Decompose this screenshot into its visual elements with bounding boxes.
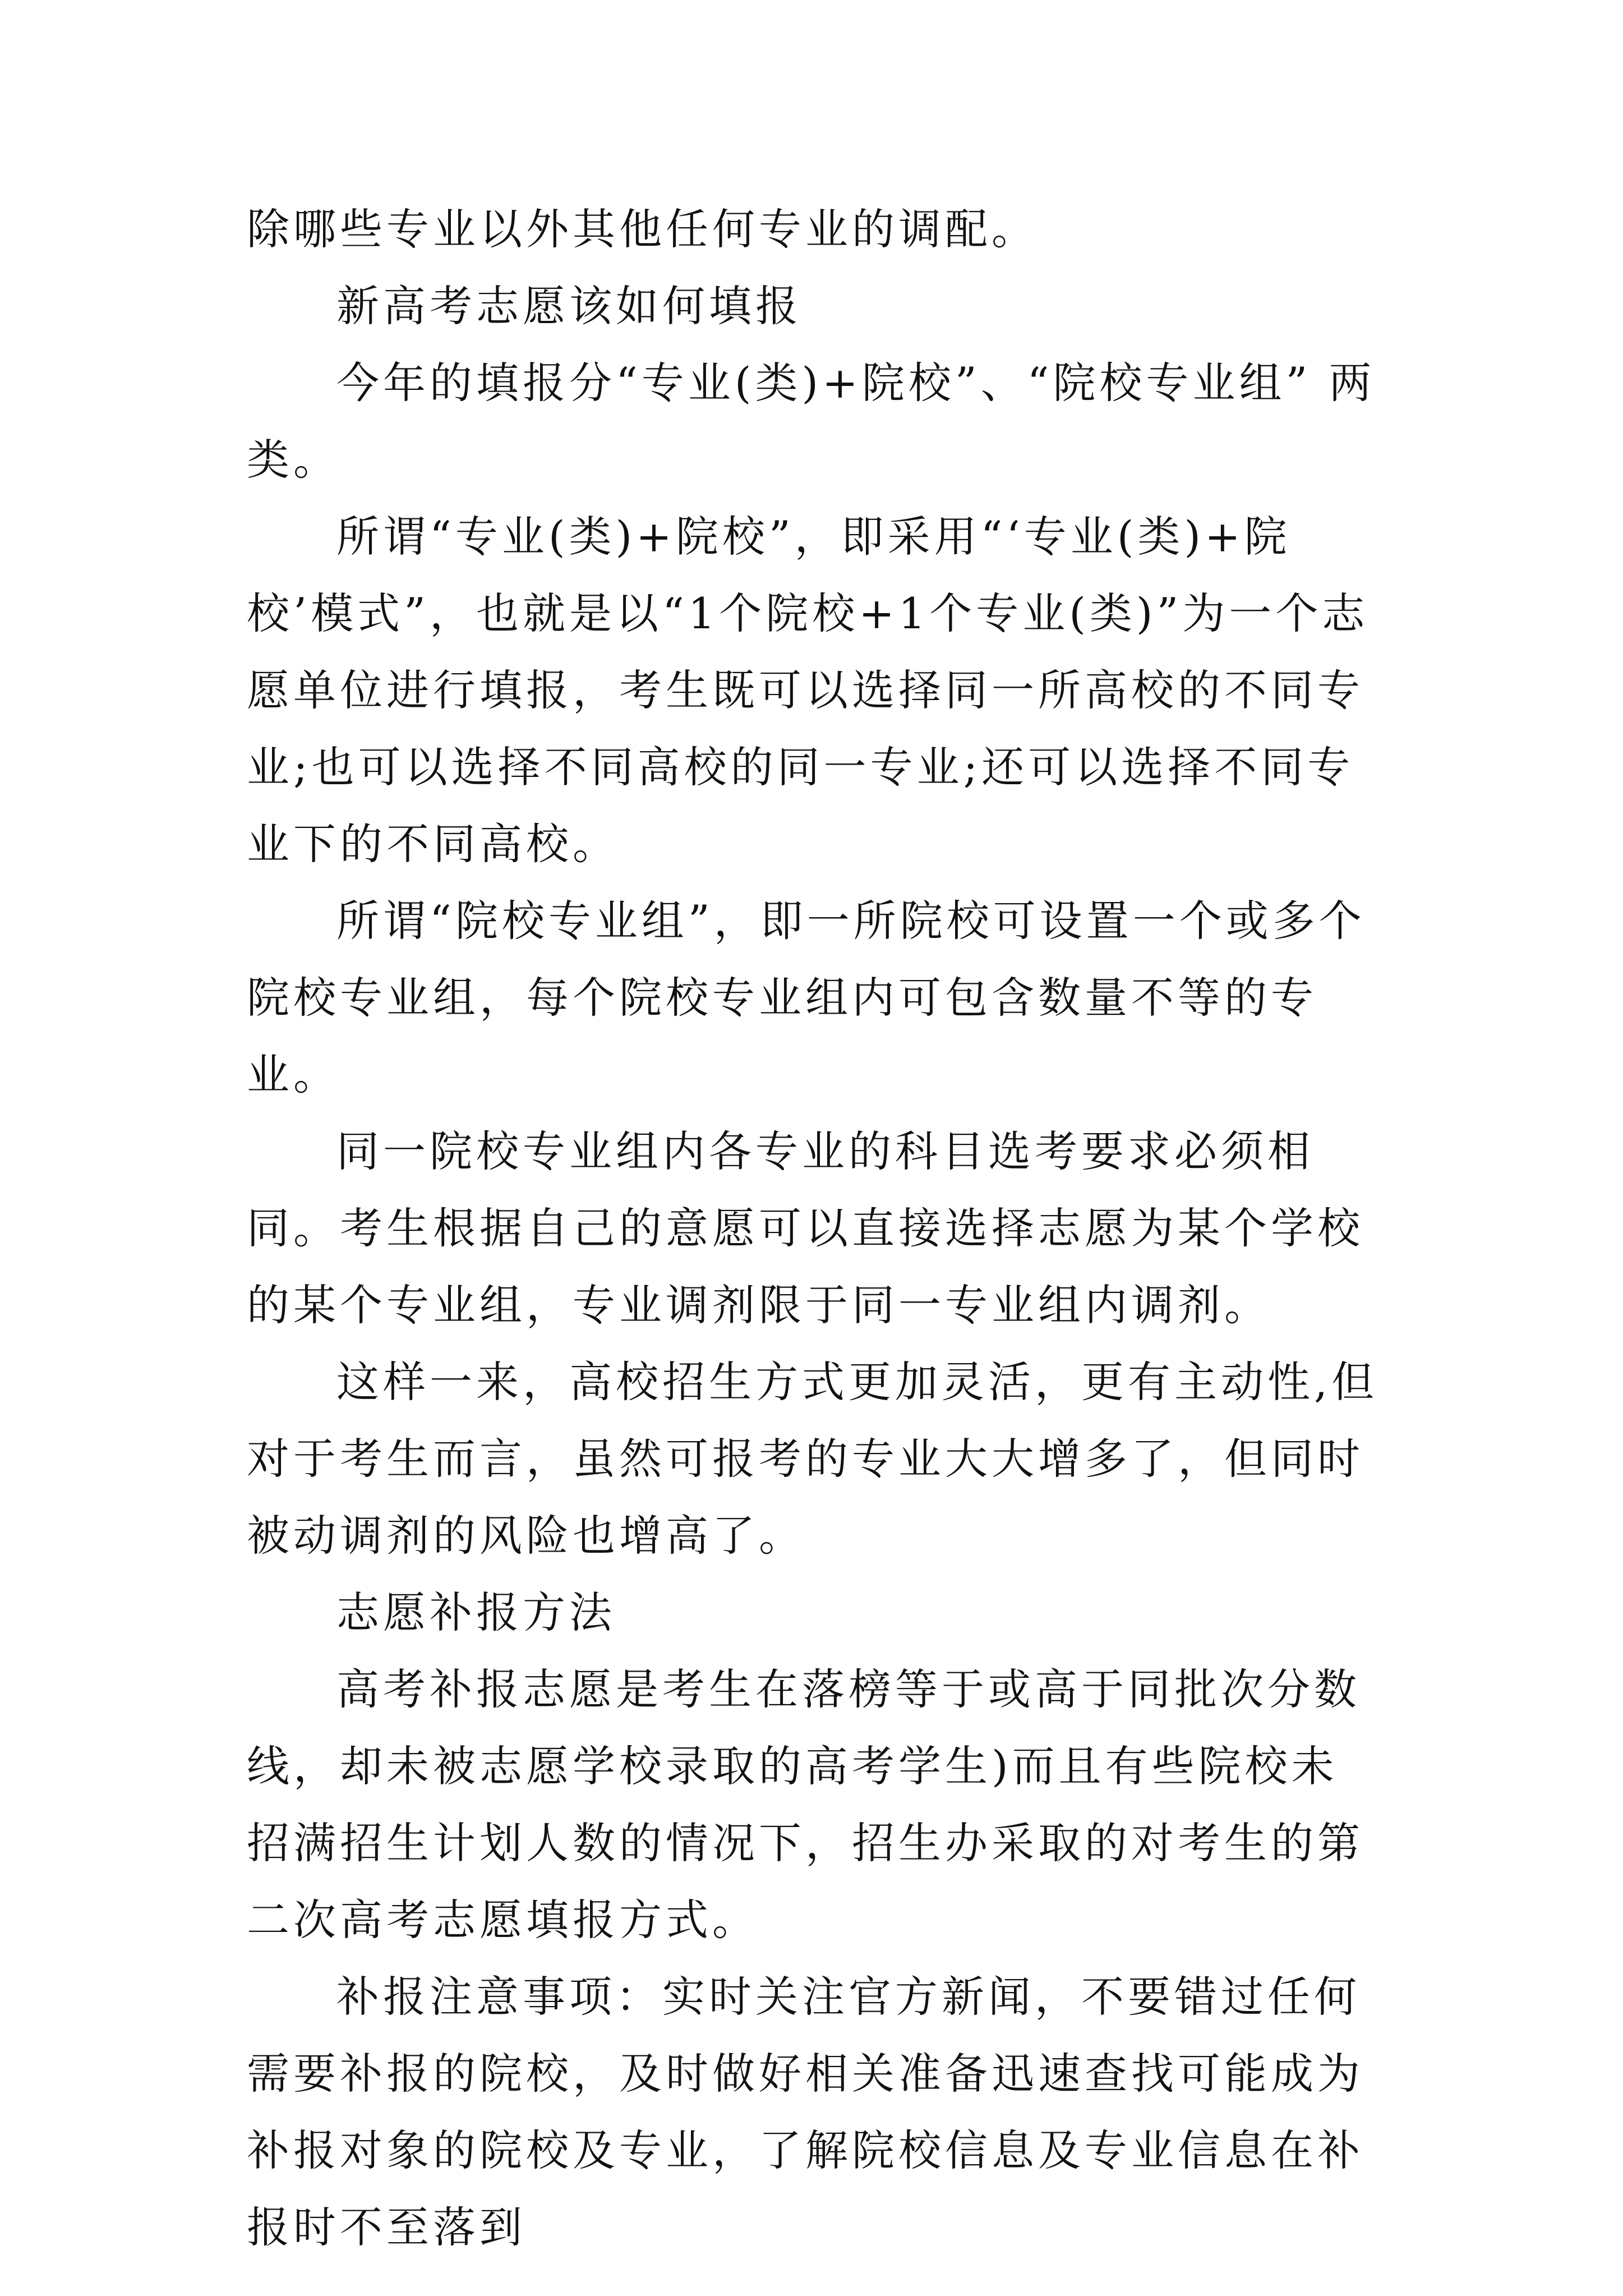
paragraph-major-plus-school: 所谓“专业(类)+院校”，即采用“‘专业(类)+院校’模式”，也就是以“1个院校+1个专业(类)”为一个志愿单位进行填报，考生既可以选择同一所高校的不同专业;也可以选择不同高校的同一专业;还可以选择不同专业下的不同高校。 — [247, 512, 1369, 869]
section-heading-supplement: 志愿补报方法 — [336, 1588, 616, 1637]
paragraph-school-major-group: 所谓“院校专业组”，即一所院校可设置一个或多个院校专业组，每个院校专业组内可包含数量不等的专业。 — [247, 896, 1366, 1099]
paragraph-supplement-definition: 高考补报志愿是考生在落榜等于或高于同批次分数线，却未被志愿学校录取的高考学生)而且有些院校未招满招生计划人数的情况下，招生办采取的对考生的第二次高考志愿填报方式。 — [247, 1664, 1364, 1945]
body-text — [247, 191, 1382, 2266]
paragraph-flexibility: 这样一来，高校招生方式更加灵活，更有主动性,但对于考生而言，虽然可报考的专业大大增多了，但同时被动调剂的风险也增高了。 — [247, 1357, 1378, 1561]
paragraph-same-requirements: 同一院校专业组内各专业的科目选考要求必须相同。考生根据自己的意愿可以直接选择志愿为某个学校的某个专业组，专业调剂限于同一专业组内调剂。 — [247, 1126, 1364, 1330]
section-heading-fill-guide: 新高考志愿该如何填报 — [336, 281, 802, 331]
paragraph-continuation: 除哪些专业以外其他任何专业的调配。 — [247, 204, 1038, 254]
paragraph-supplement-notes: 补报注意事项：实时关注官方新闻，不要错过任何需要补报的院校，及时做好相关准备迅速查找可能成为补报对象的院校及专业，了解院校信息及专业信息在补报时不至落到 — [247, 1972, 1364, 2252]
paragraph-two-types: 今年的填报分“专业(类)+院校”、“院校专业组” 两类。 — [247, 358, 1376, 485]
